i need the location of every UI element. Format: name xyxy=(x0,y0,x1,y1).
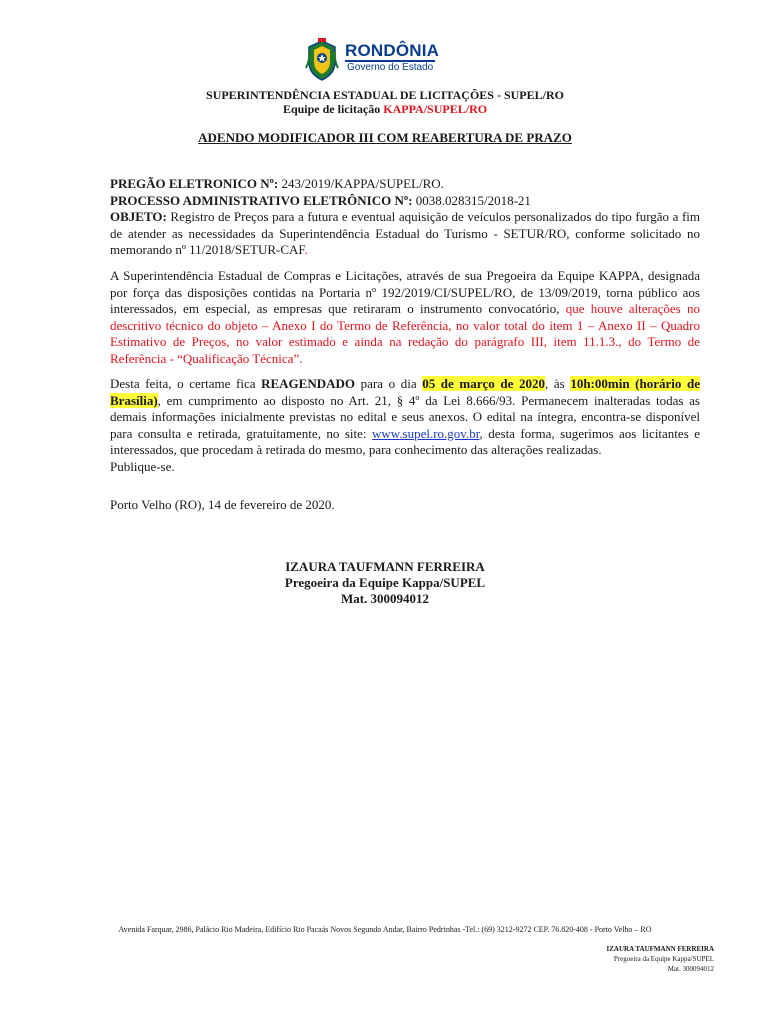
reschedule-t1: Desta feita, o certame fica xyxy=(110,376,262,391)
objeto-value: Registro de Preços para a futura e eventual aquisição de veículos personalizados do tipo furgão a fim de atender as necessidades da Superintendência Estadual do Turismo - SETUR/RO, conforme solicitado no memorando nº 11/2018/SETUR-CAF xyxy=(110,209,700,257)
footer-address: Avenida Farquar, 2986, Palácio Rio Madeira, Edifício Rio Pacaás Novos Segundo Andar, Bairro Pedrinhas -Tel.: (69) 3212-9272 CEP. 76.820-408 - Porto Velho – RO xyxy=(118,925,652,934)
footer-sig-role: Pregoeira da Equipe Kappa/SUPEL xyxy=(613,955,714,963)
reagendado-label: REAGENDADO xyxy=(261,376,356,391)
publique-line: Publique-se. xyxy=(110,458,175,474)
brand-name: RONDÔNIA xyxy=(345,41,440,60)
signatory-role: Pregoeira da Equipe Kappa/SUPEL xyxy=(284,575,486,590)
reschedule-paragraph xyxy=(110,376,700,475)
reschedule-t2: para o dia xyxy=(355,376,423,391)
government-logo xyxy=(302,38,442,82)
reschedule-text xyxy=(110,376,700,459)
processo-label: PROCESSO ADMINISTRATIVO ELETRÔNICO Nº: xyxy=(110,192,413,208)
supel-website-link[interactable]: www.supel.ro.gov.br xyxy=(371,425,480,441)
document-title: ADENDO MODIFICADOR III COM REABERTURA DE PRAZO xyxy=(198,130,572,145)
objeto-label: OBJETO: xyxy=(110,209,167,224)
announcement-text: A Superintendência Estadual de Compras e Licitações, através de sua Pregoeira da Equipe KAPPA, designada por força das disposições contidas na Portaria nº 192/2019/CI/SUPEL/RO, de 13/09/2019, torna público aos interessados, em especial, as empresas que retiraram o instrumento convocatório, xyxy=(110,268,700,316)
announcement-changes: que houve alterações no descritivo técnico do objeto – Anexo I do Termo de Referência, no valor total do item 1 – Anexo II – Quadro Estimativo de Preços, no valor estimado e ainda na redação do parágrafo III, item 11.1.3., do Termo de Referência - “Qualificação Técnica”. xyxy=(110,301,700,366)
signatory-name: IZAURA TAUFMANN FERREIRA xyxy=(285,559,485,574)
coat-of-arms-icon xyxy=(302,38,342,82)
reschedule-t3: , às xyxy=(545,376,571,391)
processo-value: 0038.028315/2018-21 xyxy=(412,192,531,208)
processo-line xyxy=(110,193,700,210)
new-date-highlight: 05 de março de 2020 xyxy=(422,376,546,391)
objeto-line xyxy=(110,209,700,259)
new-time-highlight: 10h:00min (horário de Brasília) xyxy=(110,376,700,408)
reschedule-t4: , em cumprimento ao disposto no Art. 21, § 4º da Lei 8.666/93. Permanecem inalteradas todas as demais informações inicialmente previstas no edital e seus anexos. O edital na íntegra, encontra-se disponível para consulta e retirada, gratuitamente, no site: xyxy=(110,392,700,441)
brand-subtitle: Governo do Estado xyxy=(347,62,434,73)
pregao-line xyxy=(110,176,700,193)
pregao-label: PREGÃO ELETRONICO Nº: xyxy=(110,176,279,191)
reschedule-t5: , desta forma, sugerimos aos licitantes e interessados, que procedam à retirada do mesmo, para conhecimento das alterações realizadas. xyxy=(110,425,700,457)
procurement-fields xyxy=(110,176,700,259)
footer-sig-name: IZAURA TAUFMANN FERREIRA xyxy=(606,945,714,953)
signatory-mat: Mat. 300094012 xyxy=(340,591,430,606)
objeto-end: . xyxy=(304,242,308,257)
footer-sig-mat: Mat. 300094012 xyxy=(667,965,714,973)
agency-name: SUPERINTENDÊNCIA ESTADUAL DE LICITAÇÕES - SUPEL/RO xyxy=(206,88,564,102)
announcement-paragraph xyxy=(110,268,700,367)
team-prefix: Equipe de licitação xyxy=(282,102,384,116)
team-line xyxy=(0,102,770,117)
date-line: Porto Velho (RO), 14 de fevereiro de 2020. xyxy=(110,497,335,512)
pregao-value: 243/2019/KAPPA/SUPEL/RO. xyxy=(278,176,444,191)
team-name: KAPPA/SUPEL/RO xyxy=(383,102,488,116)
